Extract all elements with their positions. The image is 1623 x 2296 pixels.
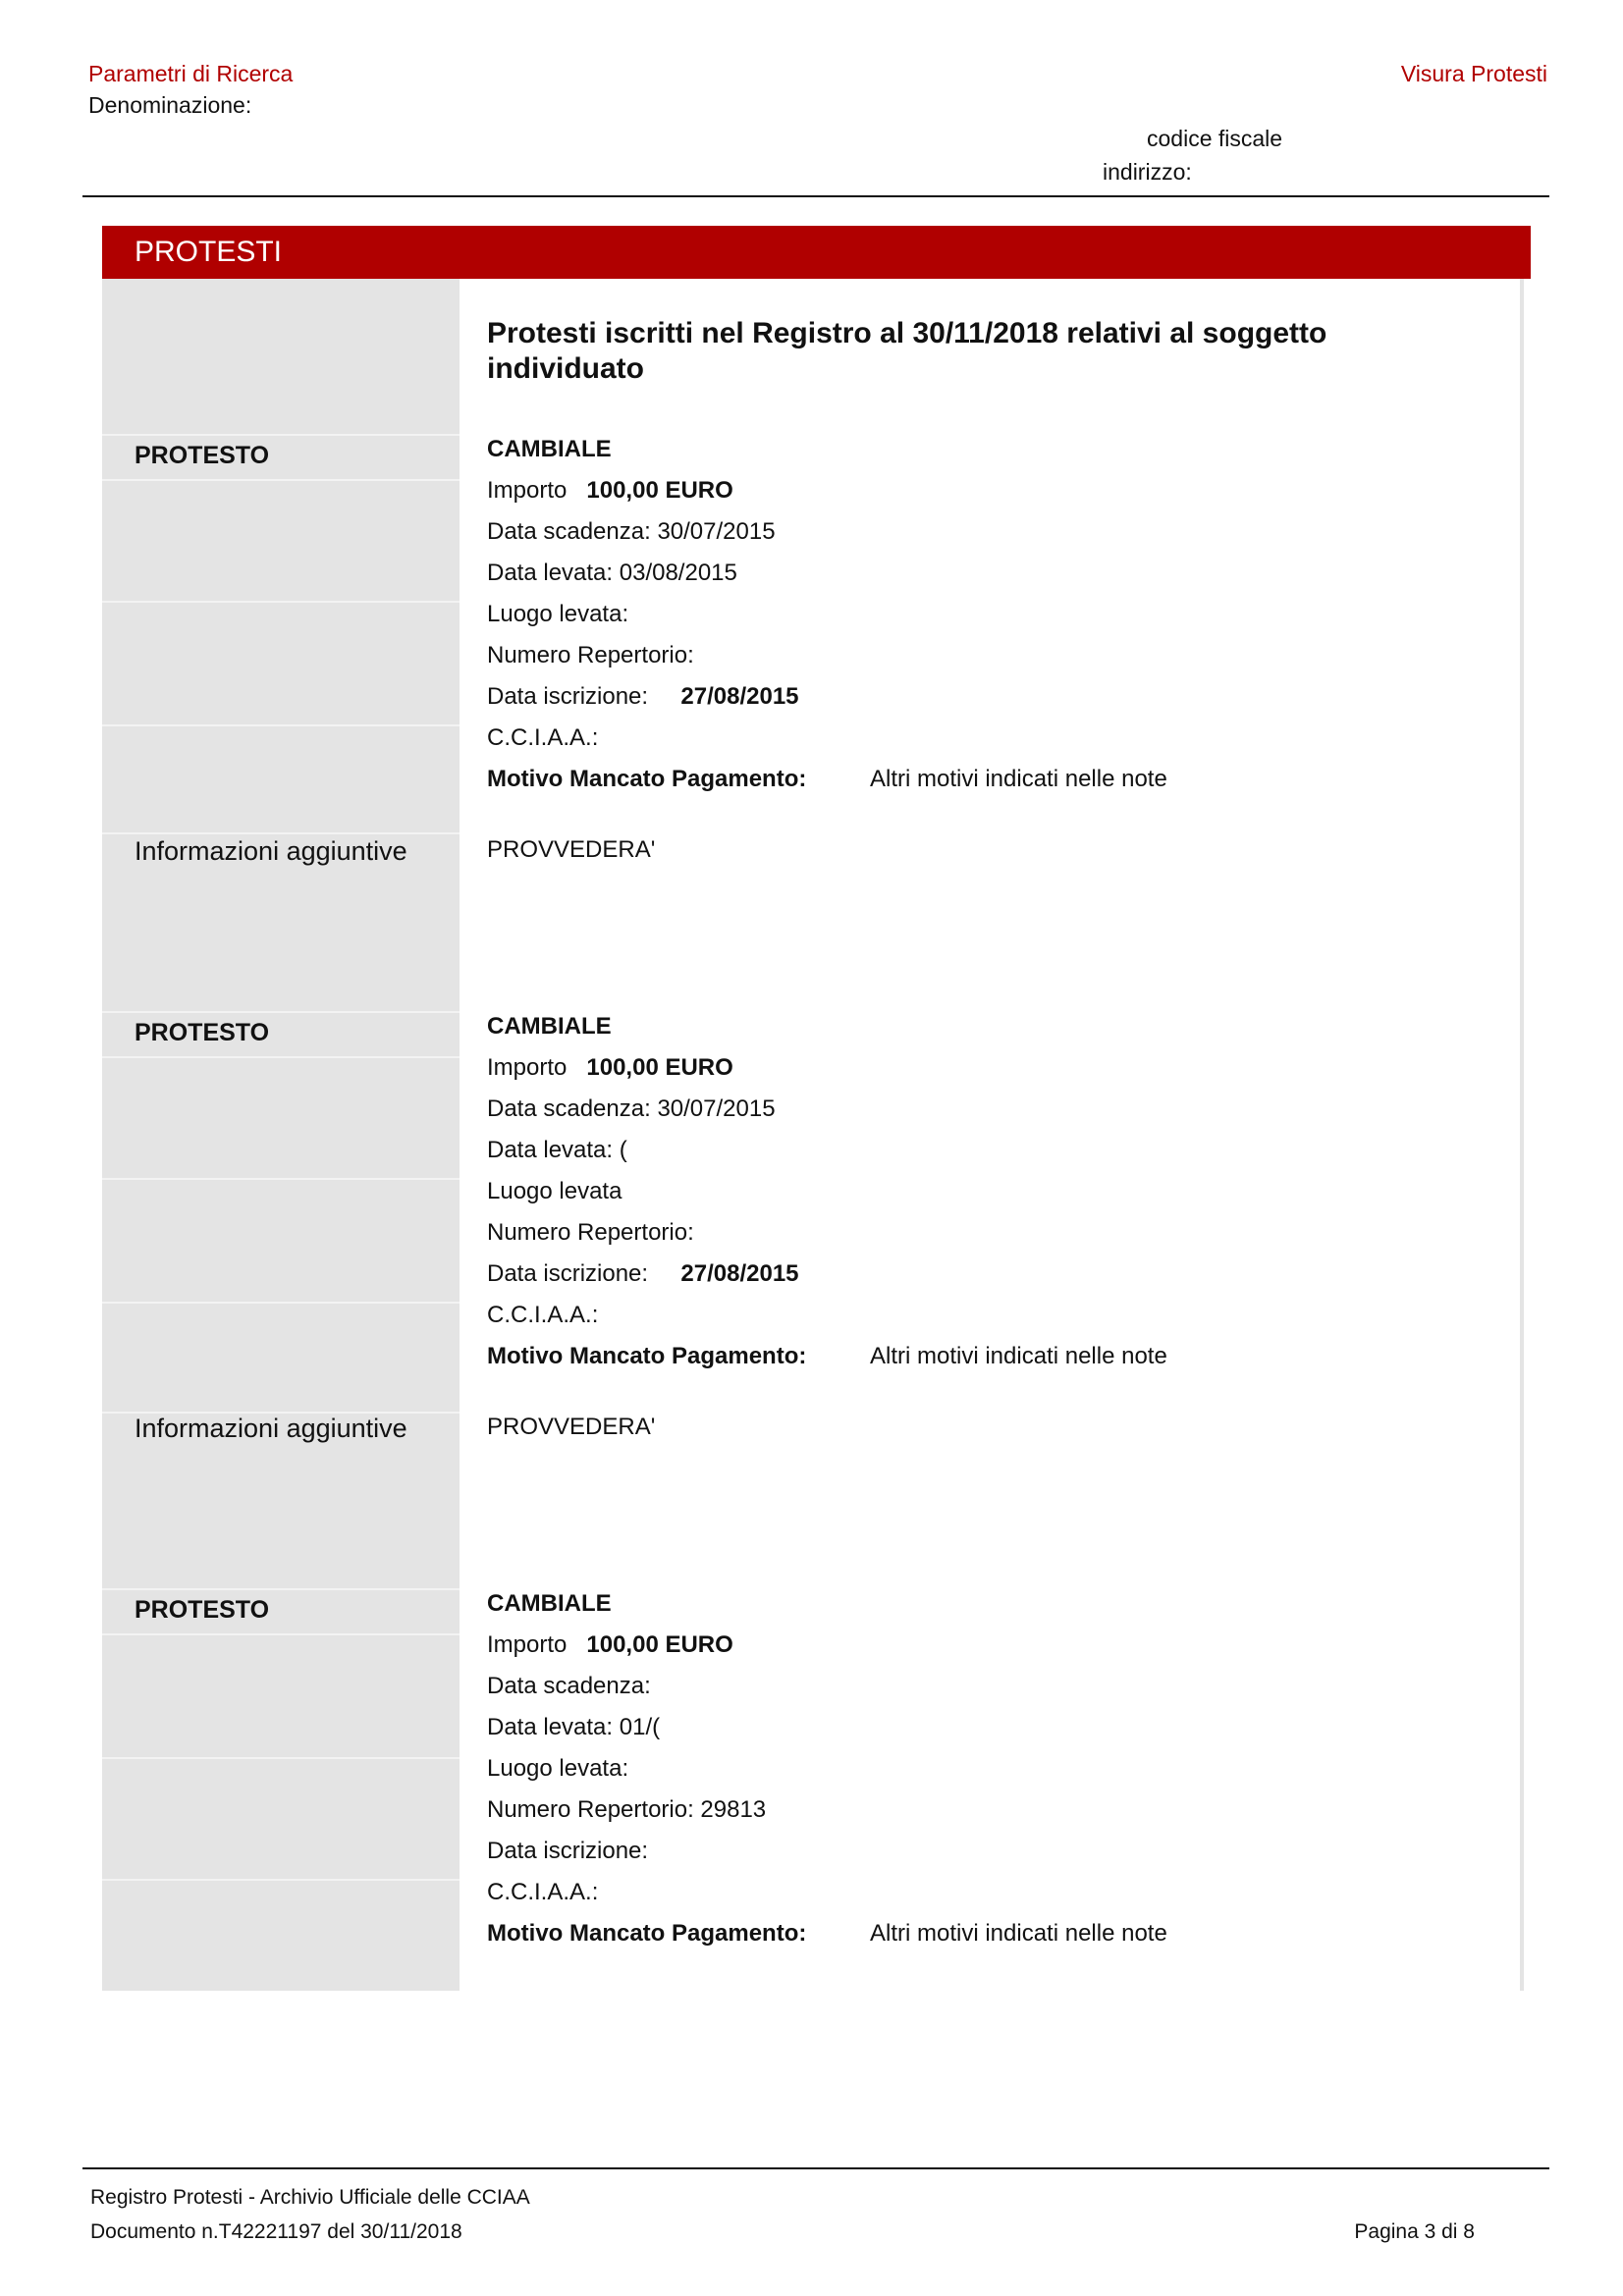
amount-value: 100,00 EURO: [586, 477, 733, 504]
due-date: Data scadenza:: [487, 1673, 651, 1699]
chamber-of-commerce: C.C.I.A.A.:: [487, 724, 599, 751]
row-separator: [102, 479, 460, 481]
protest-type: CAMBIALE: [487, 1013, 612, 1040]
row-separator: [102, 724, 460, 726]
amount-value: 100,00 EURO: [586, 1054, 733, 1081]
row-separator: [102, 1011, 460, 1013]
protest-type: CAMBIALE: [487, 436, 612, 462]
chamber-of-commerce: C.C.I.A.A.:: [487, 1879, 599, 1905]
nonpayment-reason-value: Altri motivi indicati nelle note: [870, 1920, 1167, 1947]
amount-label: Importo: [487, 1054, 568, 1081]
amount-line: [487, 1631, 733, 1659]
header-divider: [82, 195, 1549, 197]
repertory-number: Numero Repertorio:: [487, 642, 694, 668]
repertory-number: Numero Repertorio: 29813: [487, 1796, 767, 1823]
amount-label: Importo: [487, 1631, 568, 1658]
row-separator: [102, 1757, 460, 1759]
due-date: Data scadenza: 30/07/2015: [487, 1095, 776, 1122]
section-title: Protesti iscritti nel Registro al 30/11/2018 relativi al soggetto individuato: [487, 317, 1327, 385]
protest-date: Data levata: 03/08/2015: [487, 560, 737, 586]
nonpayment-reason-value: Altri motivi indicati nelle note: [870, 1343, 1167, 1369]
amount-value: 100,00 EURO: [586, 1631, 733, 1658]
protest-row-label: PROTESTO: [135, 1596, 270, 1624]
nonpayment-reason-label: Motivo Mancato Pagamento:: [487, 766, 807, 792]
section-banner-label: PROTESTI: [135, 236, 283, 268]
chamber-of-commerce: C.C.I.A.A.:: [487, 1302, 599, 1328]
amount-line: [487, 477, 733, 505]
registration-date-value: 27/08/2015: [680, 683, 799, 710]
footer-document-line: Documento n.T42221197 del 30/11/2018: [90, 2220, 462, 2243]
row-separator: [102, 1178, 460, 1180]
footer-archive-line: Registro Protesti - Archivio Ufficiale delle CCIAA: [90, 2186, 530, 2209]
amount-label: Importo: [487, 477, 568, 504]
row-separator: [102, 434, 460, 436]
protest-place: Luogo levata:: [487, 601, 629, 627]
protest-place: Luogo levata:: [487, 1755, 629, 1782]
additional-info-label: Informazioni aggiuntive: [135, 836, 407, 866]
page-number: Pagina 3 di 8: [1354, 2220, 1475, 2243]
registration-date-line: [487, 683, 799, 711]
protest-place: Luogo levata: [487, 1178, 622, 1204]
protest-type: CAMBIALE: [487, 1590, 612, 1617]
footer-divider: [82, 2167, 1549, 2169]
additional-info-text: PROVVEDERA': [487, 1414, 656, 1440]
protest-date: Data levata: (: [487, 1137, 627, 1163]
registration-date-value: 27/08/2015: [680, 1260, 799, 1287]
row-separator: [102, 1879, 460, 1881]
registration-date-line: [487, 1260, 799, 1288]
indirizzo-label: indirizzo:: [1103, 159, 1192, 185]
row-separator: [102, 1588, 460, 1590]
amount-line: [487, 1054, 733, 1082]
search-parameters-title: Parametri di Ricerca: [88, 61, 294, 86]
protest-date: Data levata: 01/(: [487, 1714, 661, 1740]
registration-date-line: [487, 1838, 680, 1865]
section-banner: [102, 226, 1531, 279]
due-date: Data scadenza: 30/07/2015: [487, 518, 776, 545]
content-right-border: [1520, 279, 1524, 1991]
label-column: [102, 279, 460, 1991]
additional-info-text: PROVVEDERA': [487, 836, 656, 863]
nonpayment-reason-label: Motivo Mancato Pagamento:: [487, 1343, 807, 1369]
additional-info-label: Informazioni aggiuntive: [135, 1414, 407, 1443]
registration-date-label: Data iscrizione:: [487, 1838, 649, 1864]
row-separator: [102, 1302, 460, 1304]
registration-date-label: Data iscrizione:: [487, 683, 649, 710]
report-title: Visura Protesti: [1400, 61, 1547, 86]
protest-row-label: PROTESTO: [135, 1019, 270, 1046]
row-separator: [102, 1056, 460, 1058]
row-separator: [102, 1633, 460, 1635]
protest-row-label: PROTESTO: [135, 442, 270, 469]
registration-date-label: Data iscrizione:: [487, 1260, 649, 1287]
row-separator: [102, 601, 460, 603]
nonpayment-reason-value: Altri motivi indicati nelle note: [870, 766, 1167, 792]
nonpayment-reason-label: Motivo Mancato Pagamento:: [487, 1920, 807, 1947]
denominazione-label: Denominazione:: [88, 92, 252, 118]
codice-fiscale-label: codice fiscale: [1147, 126, 1283, 151]
repertory-number: Numero Repertorio:: [487, 1219, 694, 1246]
